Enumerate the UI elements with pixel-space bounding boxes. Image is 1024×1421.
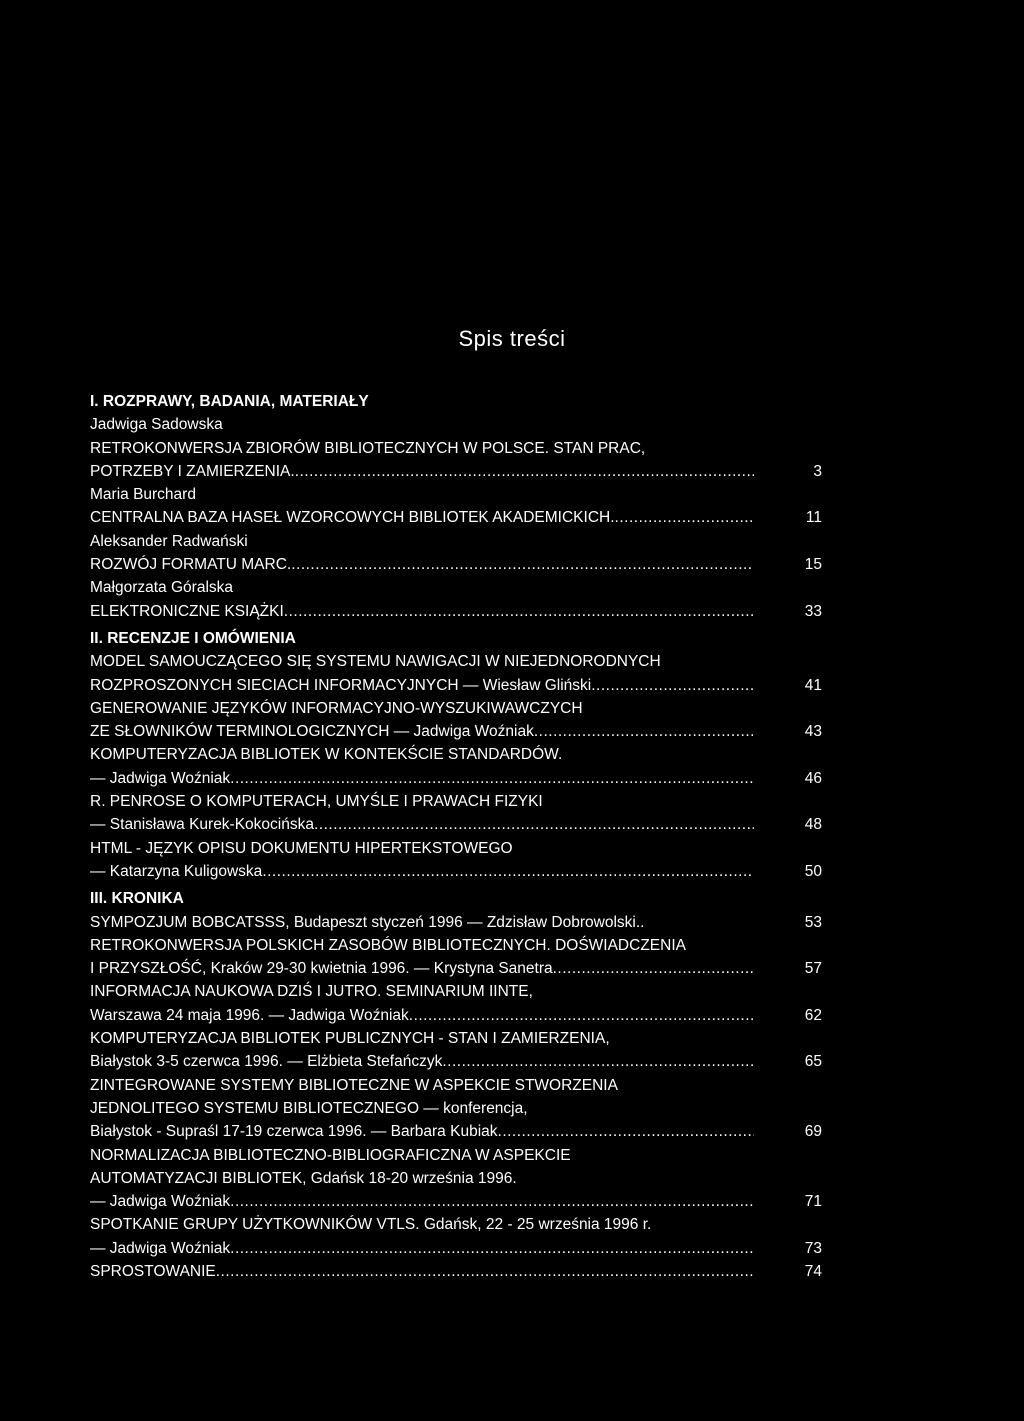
toc-entry-text: ROZPROSZONYCH SIECIACH INFORMACYJNYCH — Wiesław Gliński — [90, 676, 592, 694]
toc-entry-text: — Katarzyna Kuligowska — [90, 862, 263, 880]
toc-entry-line — [90, 1120, 822, 1143]
dot-leader — [262, 860, 754, 883]
toc-entry-line — [90, 1050, 822, 1073]
dot-leader — [230, 767, 754, 790]
toc-entry-text-wrap — [90, 1004, 754, 1027]
page-number: 62 — [804, 1006, 822, 1024]
page-number: 57 — [804, 960, 822, 978]
toc-entry-text: MODEL SAMOUCZĄCEGO SIĘ SYSTEMU NAWIGACJI W NIEJEDNORODNYCH — [90, 653, 661, 671]
page-number: 15 — [804, 556, 822, 574]
page-number: 33 — [804, 602, 822, 620]
toc-entry-text: Warszawa 24 maja 1996. — Jadwiga Woźniak — [90, 1006, 409, 1024]
page-number: 11 — [805, 509, 822, 527]
toc-entry-line — [90, 413, 822, 436]
toc-entry-line — [90, 860, 822, 883]
toc-entry-line — [90, 576, 822, 599]
toc-entry-text-wrap — [90, 911, 754, 934]
toc-entry-line — [90, 743, 822, 766]
toc-entry-line — [90, 980, 822, 1003]
toc-entry-text: Białystok - Supraśl 17-19 czerwca 1996. — Barbara Kubiak — [90, 1123, 498, 1141]
toc-entry-text: — Stanisława Kurek-Kokocińska — [90, 816, 314, 834]
toc-entry-text: SPROSTOWANIE — [90, 1262, 216, 1280]
dot-leader — [591, 674, 754, 697]
toc-entry-line — [90, 813, 822, 836]
toc-entry-line — [90, 674, 822, 697]
toc-entry-text-wrap — [90, 506, 754, 529]
toc-entry-line — [90, 957, 822, 980]
toc-entry-text: Jadwiga Sadowska — [90, 416, 223, 434]
page-number: 3 — [813, 462, 822, 480]
toc-entry-line — [90, 506, 822, 529]
toc-entry-text-wrap — [90, 460, 754, 483]
toc-entry-text: SYMPOZJUM BOBCATSSS, Budapeszt styczeń 1996 — Zdzisław Dobrowolski.. — [90, 913, 645, 931]
toc-entry-text: Aleksander Radwański — [90, 532, 248, 550]
toc-entry-text: Małgorzata Góralska — [90, 579, 234, 597]
toc-entry-text: JEDNOLITEGO SYSTEMU BIBLIOTECZNEGO — konferencja, — [90, 1099, 528, 1117]
dot-leader — [314, 813, 754, 836]
page-number: 65 — [804, 1053, 822, 1071]
toc-entry-text: SPOTKANIE GRUPY UŻYTKOWNIKÓW VTLS. Gdańsk, 22 - 25 września 1996 r. — [90, 1216, 652, 1234]
toc-entry-line — [90, 1074, 822, 1097]
toc-entry-text-wrap — [90, 767, 754, 790]
toc-entry-line — [90, 460, 822, 483]
toc-entry-line — [90, 790, 822, 813]
toc-entry-text-wrap — [90, 1050, 754, 1073]
page-number: 53 — [804, 913, 822, 931]
toc-entry-text: GENEROWANIE JĘZYKÓW INFORMACYJNO-WYSZUKIWAWCZYCH — [90, 699, 583, 717]
section-heading: III. KRONIKA — [90, 890, 184, 908]
toc-entry-text: I PRZYSZŁOŚĆ, Kraków 29-30 kwietnia 1996. — Krystyna Sanetra — [90, 960, 553, 978]
dot-leader — [534, 720, 754, 743]
page-number: 69 — [804, 1123, 822, 1141]
dot-leader — [553, 957, 754, 980]
toc-entry-line — [90, 837, 822, 860]
toc-entry-line — [90, 720, 822, 743]
toc-entry-text-wrap — [90, 600, 754, 623]
page-number: 71 — [804, 1193, 822, 1211]
toc-entry-line — [90, 1027, 822, 1050]
table-of-contents — [90, 390, 822, 1283]
toc-entry-line — [90, 1144, 822, 1167]
toc-entry-text-wrap — [90, 1260, 754, 1283]
dot-leader — [291, 553, 754, 576]
toc-entry-line — [90, 1097, 822, 1120]
toc-entry-text: ELEKTRONICZNE KSIĄŻKI — [90, 602, 284, 620]
toc-entry-text: ROZWÓJ FORMATU MARC. — [90, 556, 292, 574]
dot-leader — [216, 1260, 754, 1283]
toc-entry-text-wrap — [90, 1237, 754, 1260]
page-number: 73 — [804, 1239, 822, 1257]
page-number: 74 — [804, 1262, 822, 1280]
toc-entry-line — [90, 934, 822, 957]
toc-entry-line — [90, 650, 822, 673]
page-number: 43 — [804, 723, 822, 741]
dot-leader — [644, 911, 754, 934]
toc-entry-line — [90, 767, 822, 790]
toc-entry-line — [90, 600, 822, 623]
toc-entry-text: Białystok 3-5 czerwca 1996. — Elżbieta Stefańczyk — [90, 1053, 443, 1071]
toc-entry-text-wrap — [90, 813, 754, 836]
dot-leader — [295, 460, 754, 483]
toc-entry-text: INFORMACJA NAUKOWA DZIŚ I JUTRO. SEMINARIUM IINTE, — [90, 983, 533, 1001]
dot-leader — [498, 1120, 754, 1143]
page-number: 48 — [804, 816, 822, 834]
toc-entry-text-wrap — [90, 674, 754, 697]
toc-entry-text-wrap — [90, 553, 754, 576]
toc-entry-text: Maria Burchard — [90, 486, 196, 504]
section-heading: I. ROZPRAWY, BADANIA, MATERIAŁY — [90, 393, 369, 410]
toc-entry-line — [90, 911, 822, 934]
toc-entry-text-wrap — [90, 1120, 754, 1143]
toc-entry-line — [90, 697, 822, 720]
toc-entry-line — [90, 1213, 822, 1236]
toc-entry-text: NORMALIZACJA BIBLIOTECZNO-BIBLIOGRAFICZNA W ASPEKCIE — [90, 1146, 571, 1164]
toc-entry-text: AUTOMATYZACJI BIBLIOTEK, Gdańsk 18-20 września 1996. — [90, 1169, 517, 1187]
dot-leader — [284, 600, 754, 623]
toc-entry-line — [90, 437, 822, 460]
toc-entry-line — [90, 530, 822, 553]
toc-entry-line — [90, 1004, 822, 1027]
toc-entry-text-wrap — [90, 720, 754, 743]
toc-entry-line — [90, 1190, 822, 1213]
dot-leader — [230, 1190, 754, 1213]
toc-entry-text: RETROKONWERSJA ZBIORÓW BIBLIOTECZNYCH W POLSCE. STAN PRAC, — [90, 439, 646, 457]
toc-entry-line — [90, 1260, 822, 1283]
toc-entry-text-wrap — [90, 860, 754, 883]
toc-entry-text: R. PENROSE O KOMPUTERACH, UMYŚLE I PRAWACH FIZYKI — [90, 793, 543, 811]
toc-entry-text: ZINTEGROWANE SYSTEMY BIBLIOTECZNE W ASPEKCIE STWORZENIA — [90, 1076, 618, 1094]
page-number: 46 — [804, 769, 822, 787]
toc-entry-text: — Jadwiga Woźniak — [90, 1239, 231, 1257]
toc-entry-text: ZE SŁOWNIKÓW TERMINOLOGICZNYCH — Jadwiga Woźniak — [90, 723, 534, 741]
dot-leader — [230, 1237, 754, 1260]
toc-entry-text: HTML - JĘZYK OPISU DOKUMENTU HIPERTEKSTOWEGO — [90, 839, 513, 857]
page-number: 50 — [804, 862, 822, 880]
toc-entry-line — [90, 483, 822, 506]
dot-leader — [615, 506, 754, 529]
page-number: 41 — [804, 676, 822, 694]
toc-entry-text: CENTRALNA BAZA HASEŁ WZORCOWYCH BIBLIOTEK AKADEMICKICH. — [90, 509, 615, 527]
toc-entry-line — [90, 1237, 822, 1260]
toc-entry-text-wrap — [90, 1190, 754, 1213]
toc-entry-text: RETROKONWERSJA POLSKICH ZASOBÓW BIBLIOTECZNYCH. DOŚWIADCZENIA — [90, 936, 686, 954]
toc-entry-line — [90, 553, 822, 576]
toc-entry-text: — Jadwiga Woźniak — [90, 769, 231, 787]
toc-entry-line — [90, 1167, 822, 1190]
section-heading: II. RECENZJE I OMÓWIENIA — [90, 629, 296, 647]
page-title: Spis treści — [458, 326, 566, 351]
dot-leader — [409, 1004, 754, 1027]
dot-leader — [442, 1050, 754, 1073]
toc-entry-text: KOMPUTERYZACJA BIBLIOTEK W KONTEKŚCIE STANDARDÓW. — [90, 746, 563, 764]
toc-entry-text-wrap — [90, 957, 754, 980]
toc-entry-text: — Jadwiga Woźniak — [90, 1193, 231, 1211]
toc-entry-text: POTRZEBY I ZAMIERZENIA. — [90, 462, 295, 480]
toc-entry-text: KOMPUTERYZACJA BIBLIOTEK PUBLICZNYCH - STAN I ZAMIERZENIA, — [90, 1030, 610, 1048]
